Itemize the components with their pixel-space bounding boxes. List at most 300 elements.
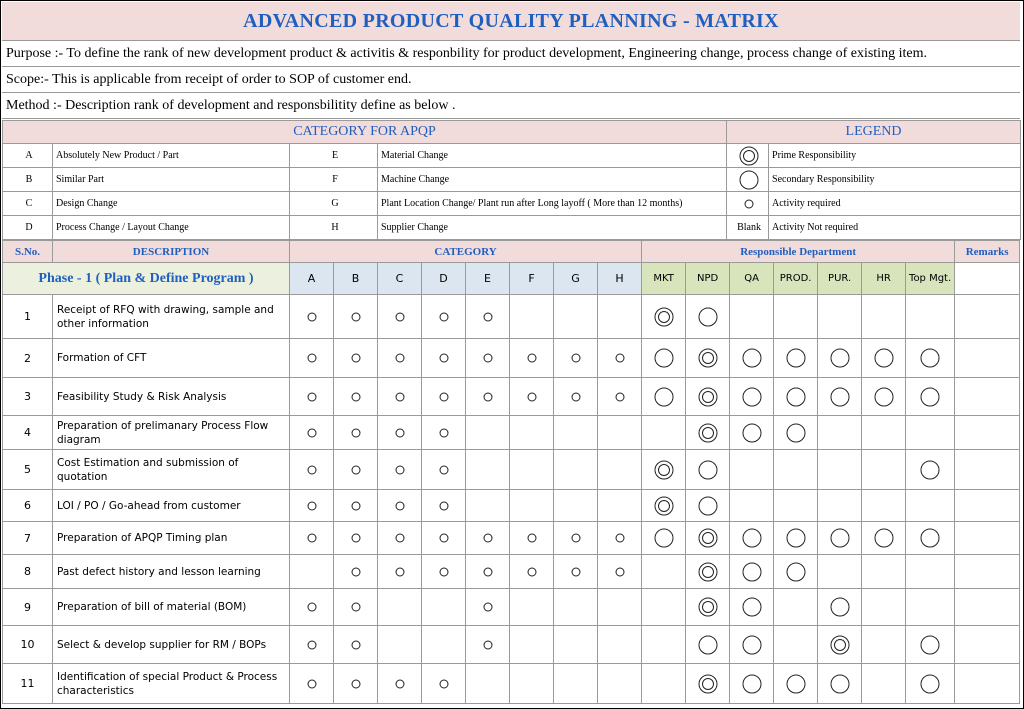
- department-mark-cell: [730, 522, 774, 555]
- department-mark-cell: [906, 626, 955, 664]
- category-mark-cell: [422, 555, 466, 589]
- department-mark-cell: [686, 295, 730, 339]
- activity-required-icon: [350, 427, 362, 439]
- row-description: Feasibility Study & Risk Analysis: [53, 378, 290, 416]
- department-mark-cell: [818, 378, 862, 416]
- secondary-responsibility-icon: [698, 460, 718, 480]
- category-mark-cell: [598, 626, 642, 664]
- category-mark-cell: [422, 490, 466, 522]
- category-mark-cell: [510, 339, 554, 378]
- department-mark-cell: [818, 416, 862, 450]
- department-mark-cell: [862, 339, 906, 378]
- page-title: ADVANCED PRODUCT QUALITY PLANNING - MATRIX: [2, 2, 1020, 41]
- category-mark-cell: [334, 450, 378, 490]
- category-col-header: CATEGORY: [290, 241, 642, 263]
- department-mark-cell: [642, 664, 686, 704]
- remarks-cell: [955, 490, 1020, 522]
- sno-header: S.No.: [3, 241, 53, 263]
- department-mark-cell: [642, 339, 686, 378]
- category-mark-cell: [334, 490, 378, 522]
- category-code: E: [290, 144, 378, 168]
- category-mark-cell: [422, 664, 466, 704]
- activity-required-icon: [306, 352, 318, 364]
- legend-symbol: [727, 168, 769, 192]
- row-number: 1: [3, 295, 53, 339]
- department-column: MKT: [642, 263, 686, 295]
- legend-label: Activity required: [769, 192, 1021, 216]
- department-mark-cell: [686, 626, 730, 664]
- department-mark-cell: [818, 664, 862, 704]
- activity-required-icon: [394, 352, 406, 364]
- remarks-cell: [955, 589, 1020, 626]
- category-mark-cell: [554, 295, 598, 339]
- category-mark-cell: [378, 416, 422, 450]
- table-row: [3, 490, 1020, 522]
- category-mark-cell: [466, 522, 510, 555]
- department-mark-cell: [862, 450, 906, 490]
- table-row: [3, 664, 1020, 704]
- category-mark-cell: [554, 555, 598, 589]
- department-mark-cell: [818, 450, 862, 490]
- legend-label: Prime Responsibility: [769, 144, 1021, 168]
- category-mark-cell: [378, 450, 422, 490]
- activity-required-icon: [438, 566, 450, 578]
- scope-text: Scope:- This is applicable from receipt of order to SOP of customer end.: [2, 67, 1020, 93]
- category-label: Process Change / Layout Change: [53, 216, 290, 240]
- department-mark-cell: [642, 555, 686, 589]
- category-mark-cell: [290, 555, 334, 589]
- department-mark-cell: [686, 490, 730, 522]
- category-mark-cell: [334, 589, 378, 626]
- category-mark-cell: [510, 416, 554, 450]
- category-mark-cell: [510, 664, 554, 704]
- secondary-responsibility-icon: [698, 496, 718, 516]
- prime-responsibility-icon: [698, 528, 718, 548]
- category-mark-cell: [334, 664, 378, 704]
- category-column-g: G: [554, 263, 598, 295]
- activity-required-icon: [394, 391, 406, 403]
- category-mark-cell: [422, 295, 466, 339]
- department-mark-cell: [774, 664, 818, 704]
- department-mark-cell: [862, 378, 906, 416]
- department-column: Top Mgt.: [906, 263, 955, 295]
- department-mark-cell: [642, 589, 686, 626]
- category-mark-cell: [510, 295, 554, 339]
- department-column: PUR.: [818, 263, 862, 295]
- category-mark-cell: [290, 450, 334, 490]
- category-mark-cell: [554, 490, 598, 522]
- activity-required-icon: [350, 352, 362, 364]
- category-mark-cell: [554, 339, 598, 378]
- category-mark-cell: [334, 555, 378, 589]
- category-legend-table: [2, 120, 1021, 240]
- remarks-cell: [955, 416, 1020, 450]
- table-row: [3, 555, 1020, 589]
- department-mark-cell: [862, 416, 906, 450]
- category-mark-cell: [378, 339, 422, 378]
- category-mark-cell: [334, 378, 378, 416]
- activity-required-icon: [350, 500, 362, 512]
- department-mark-cell: [730, 626, 774, 664]
- department-mark-cell: [730, 416, 774, 450]
- secondary-responsibility-icon: [742, 348, 762, 368]
- row-description: Receipt of RFQ with drawing, sample and other information: [53, 295, 290, 339]
- activity-required-icon: [394, 500, 406, 512]
- secondary-responsibility-icon: [920, 460, 940, 480]
- department-mark-cell: [818, 339, 862, 378]
- legend-symbol: [727, 144, 769, 168]
- activity-required-icon: [526, 352, 538, 364]
- department-mark-cell: [906, 450, 955, 490]
- category-mark-cell: [290, 339, 334, 378]
- department-mark-cell: [818, 555, 862, 589]
- remarks-cell: [955, 626, 1020, 664]
- department-mark-cell: [730, 378, 774, 416]
- department-mark-cell: [906, 378, 955, 416]
- category-mark-cell: [554, 522, 598, 555]
- department-mark-cell: [730, 339, 774, 378]
- department-column: HR: [862, 263, 906, 295]
- secondary-responsibility-icon: [786, 562, 806, 582]
- department-header: Responsible Department: [642, 241, 955, 263]
- secondary-responsibility-icon: [920, 635, 940, 655]
- activity-required-icon: [350, 601, 362, 613]
- category-mark-cell: [334, 626, 378, 664]
- secondary-responsibility-icon: [786, 348, 806, 368]
- activity-required-icon: [743, 198, 755, 210]
- category-label: Absolutely New Product / Part: [53, 144, 290, 168]
- activity-required-icon: [306, 464, 318, 476]
- department-mark-cell: [730, 555, 774, 589]
- category-mark-cell: [466, 490, 510, 522]
- row-number: 10: [3, 626, 53, 664]
- department-mark-cell: [774, 626, 818, 664]
- category-mark-cell: [378, 555, 422, 589]
- remarks-cell: [955, 263, 1020, 295]
- phase-title: Phase - 1 ( Plan & Define Program ): [3, 263, 290, 295]
- description-header: DESCRIPTION: [53, 241, 290, 263]
- table-row: [3, 295, 1020, 339]
- secondary-responsibility-icon: [830, 528, 850, 548]
- department-mark-cell: [642, 416, 686, 450]
- department-mark-cell: [686, 450, 730, 490]
- secondary-responsibility-icon: [920, 528, 940, 548]
- secondary-responsibility-icon: [874, 528, 894, 548]
- category-mark-cell: [290, 416, 334, 450]
- department-mark-cell: [730, 490, 774, 522]
- row-description: Preparation of APQP Timing plan: [53, 522, 290, 555]
- category-row: [3, 168, 1021, 192]
- row-number: 11: [3, 664, 53, 704]
- department-mark-cell: [906, 339, 955, 378]
- purpose-text: Purpose :- To define the rank of new development product & activitis & responbility for product development, Engineering change, process change of existing item.: [2, 41, 1020, 67]
- activity-required-icon: [306, 532, 318, 544]
- category-mark-cell: [290, 295, 334, 339]
- legend-label: Secondary Responsibility: [769, 168, 1021, 192]
- activity-required-icon: [438, 391, 450, 403]
- secondary-responsibility-icon: [739, 170, 759, 190]
- secondary-responsibility-icon: [742, 597, 762, 617]
- department-mark-cell: [686, 589, 730, 626]
- secondary-responsibility-icon: [742, 562, 762, 582]
- category-mark-cell: [598, 416, 642, 450]
- category-mark-cell: [378, 626, 422, 664]
- category-header: CATEGORY FOR APQP: [3, 121, 727, 144]
- table-row: [3, 416, 1020, 450]
- activity-required-icon: [438, 500, 450, 512]
- department-mark-cell: [774, 555, 818, 589]
- remarks-cell: [955, 664, 1020, 704]
- category-mark-cell: [422, 522, 466, 555]
- remarks-cell: [955, 450, 1020, 490]
- row-number: 8: [3, 555, 53, 589]
- department-mark-cell: [862, 295, 906, 339]
- secondary-responsibility-icon: [786, 387, 806, 407]
- row-description: Identification of special Product & Process characteristics: [53, 664, 290, 704]
- activity-required-icon: [526, 532, 538, 544]
- prime-responsibility-icon: [698, 387, 718, 407]
- department-mark-cell: [862, 522, 906, 555]
- category-mark-cell: [554, 589, 598, 626]
- category-mark-cell: [510, 378, 554, 416]
- row-number: 5: [3, 450, 53, 490]
- category-mark-cell: [598, 664, 642, 704]
- department-mark-cell: [774, 522, 818, 555]
- category-mark-cell: [554, 626, 598, 664]
- category-mark-cell: [554, 664, 598, 704]
- department-mark-cell: [862, 664, 906, 704]
- activity-required-icon: [482, 639, 494, 651]
- category-mark-cell: [378, 664, 422, 704]
- department-mark-cell: [730, 589, 774, 626]
- secondary-responsibility-icon: [830, 387, 850, 407]
- category-mark-cell: [510, 589, 554, 626]
- category-mark-cell: [510, 626, 554, 664]
- activity-required-icon: [438, 352, 450, 364]
- department-mark-cell: [862, 555, 906, 589]
- activity-required-icon: [306, 391, 318, 403]
- category-mark-cell: [422, 416, 466, 450]
- department-mark-cell: [686, 522, 730, 555]
- row-number: 4: [3, 416, 53, 450]
- category-column-b: B: [334, 263, 378, 295]
- activity-required-icon: [570, 566, 582, 578]
- prime-responsibility-icon: [698, 348, 718, 368]
- remarks-cell: [955, 295, 1020, 339]
- secondary-responsibility-icon: [830, 597, 850, 617]
- category-mark-cell: [466, 416, 510, 450]
- activity-required-icon: [306, 500, 318, 512]
- secondary-responsibility-icon: [654, 528, 674, 548]
- activity-required-icon: [350, 639, 362, 651]
- department-mark-cell: [686, 555, 730, 589]
- activity-required-icon: [306, 427, 318, 439]
- row-number: 9: [3, 589, 53, 626]
- department-mark-cell: [774, 416, 818, 450]
- remarks-cell: [955, 555, 1020, 589]
- activity-required-icon: [438, 427, 450, 439]
- category-mark-cell: [466, 339, 510, 378]
- category-column-c: C: [378, 263, 422, 295]
- category-row: [3, 216, 1021, 240]
- category-mark-cell: [598, 522, 642, 555]
- activity-required-icon: [350, 678, 362, 690]
- category-mark-cell: [554, 416, 598, 450]
- secondary-responsibility-icon: [874, 387, 894, 407]
- activity-required-icon: [482, 391, 494, 403]
- prime-responsibility-icon: [830, 635, 850, 655]
- activity-required-icon: [306, 639, 318, 651]
- department-mark-cell: [774, 589, 818, 626]
- category-mark-cell: [598, 339, 642, 378]
- department-mark-cell: [862, 490, 906, 522]
- secondary-responsibility-icon: [786, 528, 806, 548]
- secondary-responsibility-icon: [698, 307, 718, 327]
- activity-required-icon: [438, 532, 450, 544]
- category-mark-cell: [466, 295, 510, 339]
- category-label: Plant Location Change/ Plant run after Long layoff ( More than 12 months): [378, 192, 727, 216]
- category-mark-cell: [466, 589, 510, 626]
- activity-required-icon: [438, 311, 450, 323]
- department-mark-cell: [774, 378, 818, 416]
- department-column: QA: [730, 263, 774, 295]
- activity-required-icon: [570, 532, 582, 544]
- activity-required-icon: [306, 601, 318, 613]
- department-mark-cell: [818, 490, 862, 522]
- row-number: 2: [3, 339, 53, 378]
- department-column: PROD.: [774, 263, 818, 295]
- secondary-responsibility-icon: [830, 674, 850, 694]
- activity-required-icon: [350, 391, 362, 403]
- category-code: H: [290, 216, 378, 240]
- category-column-e: E: [466, 263, 510, 295]
- category-column-d: D: [422, 263, 466, 295]
- department-mark-cell: [906, 589, 955, 626]
- category-mark-cell: [510, 450, 554, 490]
- category-mark-cell: [466, 626, 510, 664]
- category-mark-cell: [290, 664, 334, 704]
- method-text: Method :- Description rank of development and responsbilitity define as below .: [2, 93, 1020, 119]
- activity-required-icon: [394, 532, 406, 544]
- category-mark-cell: [510, 522, 554, 555]
- department-mark-cell: [686, 339, 730, 378]
- activity-required-icon: [482, 311, 494, 323]
- activity-required-icon: [526, 391, 538, 403]
- legend-symbol: [727, 192, 769, 216]
- secondary-responsibility-icon: [698, 635, 718, 655]
- activity-required-icon: [614, 566, 626, 578]
- department-mark-cell: [774, 339, 818, 378]
- department-mark-cell: [862, 589, 906, 626]
- category-mark-cell: [466, 450, 510, 490]
- category-label: Material Change: [378, 144, 727, 168]
- secondary-responsibility-icon: [920, 348, 940, 368]
- department-mark-cell: [862, 626, 906, 664]
- legend-label: Activity Not required: [769, 216, 1021, 240]
- prime-responsibility-icon: [698, 423, 718, 443]
- secondary-responsibility-icon: [742, 528, 762, 548]
- activity-required-icon: [570, 352, 582, 364]
- remarks-header: Remarks: [955, 241, 1020, 263]
- secondary-responsibility-icon: [742, 423, 762, 443]
- category-code: G: [290, 192, 378, 216]
- department-mark-cell: [818, 589, 862, 626]
- category-mark-cell: [466, 555, 510, 589]
- department-mark-cell: [906, 555, 955, 589]
- prime-responsibility-icon: [654, 307, 674, 327]
- category-mark-cell: [598, 450, 642, 490]
- department-mark-cell: [818, 626, 862, 664]
- department-mark-cell: [686, 378, 730, 416]
- department-mark-cell: [730, 295, 774, 339]
- remarks-cell: [955, 522, 1020, 555]
- row-description: Formation of CFT: [53, 339, 290, 378]
- activity-required-icon: [394, 464, 406, 476]
- department-mark-cell: [642, 295, 686, 339]
- activity-required-icon: [350, 311, 362, 323]
- prime-responsibility-icon: [654, 496, 674, 516]
- department-mark-cell: [642, 626, 686, 664]
- row-number: 6: [3, 490, 53, 522]
- activity-required-icon: [614, 352, 626, 364]
- activity-required-icon: [306, 311, 318, 323]
- row-description: LOI / PO / Go-ahead from customer: [53, 490, 290, 522]
- category-mark-cell: [598, 295, 642, 339]
- category-mark-cell: [466, 378, 510, 416]
- category-mark-cell: [290, 626, 334, 664]
- activity-required-icon: [394, 678, 406, 690]
- prime-responsibility-icon: [698, 597, 718, 617]
- category-mark-cell: [334, 295, 378, 339]
- secondary-responsibility-icon: [920, 674, 940, 694]
- category-code: B: [3, 168, 53, 192]
- row-number: 3: [3, 378, 53, 416]
- row-description: Past defect history and lesson learning: [53, 555, 290, 589]
- department-mark-cell: [906, 416, 955, 450]
- category-mark-cell: [598, 589, 642, 626]
- activity-required-icon: [482, 352, 494, 364]
- category-column-a: A: [290, 263, 334, 295]
- category-mark-cell: [290, 589, 334, 626]
- department-mark-cell: [774, 490, 818, 522]
- department-mark-cell: [730, 664, 774, 704]
- category-mark-cell: [422, 378, 466, 416]
- category-label: Supplier Change: [378, 216, 727, 240]
- department-mark-cell: [818, 295, 862, 339]
- secondary-responsibility-icon: [786, 423, 806, 443]
- category-mark-cell: [378, 490, 422, 522]
- table-row: [3, 589, 1020, 626]
- department-mark-cell: [774, 450, 818, 490]
- department-mark-cell: [818, 522, 862, 555]
- category-code: A: [3, 144, 53, 168]
- category-row: [3, 144, 1021, 168]
- department-mark-cell: [642, 490, 686, 522]
- category-label: Similar Part: [53, 168, 290, 192]
- category-mark-cell: [510, 490, 554, 522]
- activity-required-icon: [350, 566, 362, 578]
- category-code: C: [3, 192, 53, 216]
- row-description: Preparation of bill of material (BOM): [53, 589, 290, 626]
- department-mark-cell: [686, 416, 730, 450]
- department-mark-cell: [906, 522, 955, 555]
- category-mark-cell: [334, 339, 378, 378]
- secondary-responsibility-icon: [830, 348, 850, 368]
- department-column: NPD: [686, 263, 730, 295]
- category-mark-cell: [598, 555, 642, 589]
- category-mark-cell: [334, 416, 378, 450]
- department-mark-cell: [906, 295, 955, 339]
